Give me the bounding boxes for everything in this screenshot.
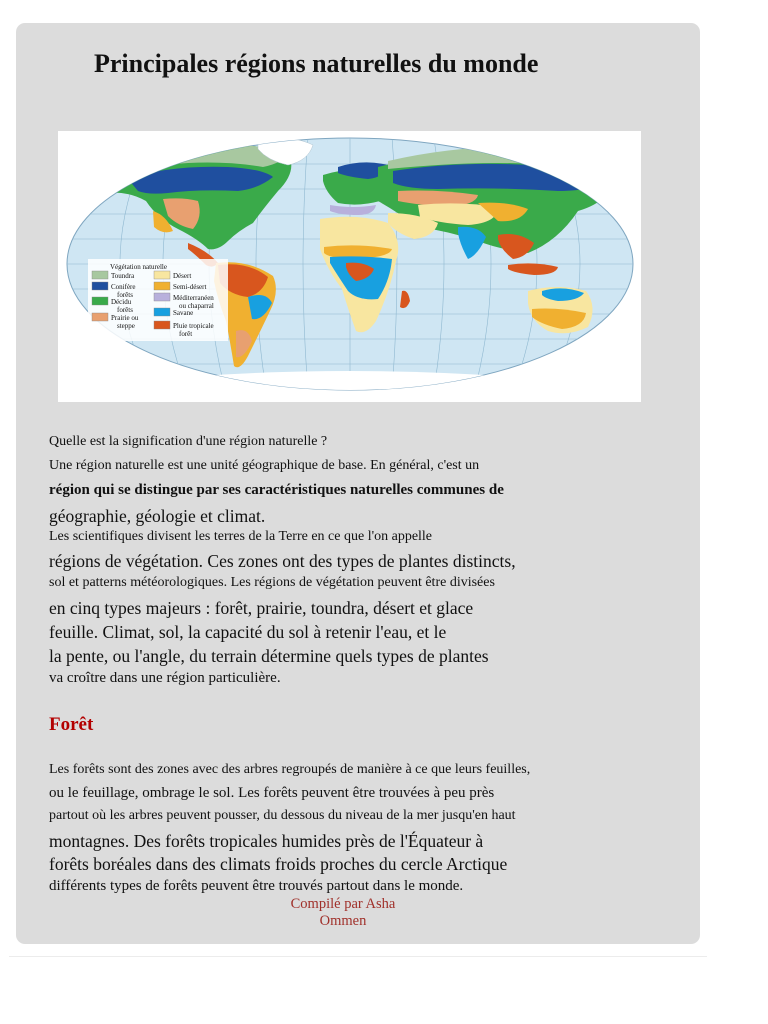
intro-line-9: la pente, ou l'angle, du terrain détermine quels types de plantes xyxy=(49,646,489,666)
map-legend xyxy=(88,259,228,341)
legend-label: steppe xyxy=(117,322,135,330)
intro-question: Quelle est la signification d'une région naturelle ? xyxy=(49,434,328,449)
legend-label: Méditerranéen xyxy=(173,294,214,302)
page-title: Principales régions naturelles du monde xyxy=(94,49,539,78)
intro-line-2: région qui se distingue par ses caractéristiques naturelles communes de xyxy=(49,482,504,498)
legend-swatch xyxy=(92,282,108,290)
forest-line-5: forêts boréales dans des climats froids proches du cercle Arctique xyxy=(49,854,508,874)
intro-line-4: Les scientifiques divisent les terres de la Terre en ce que l'on appelle xyxy=(49,529,433,544)
legend-label: Prairie ou xyxy=(111,314,139,322)
legend-swatch xyxy=(154,282,170,290)
legend-label: Désert xyxy=(173,272,192,280)
forest-line-6: différents types de forêts peuvent être trouvés partout dans le monde. xyxy=(49,878,464,894)
page-divider xyxy=(9,956,707,957)
intro-line-6: sol et patterns météorologiques. Les régions de végétation peuvent être divisées xyxy=(49,575,495,590)
forest-line-4: montagnes. Des forêts tropicales humides près de l'Équateur à xyxy=(49,831,484,851)
forest-line-1: Les forêts sont des zones avec des arbres regroupés de manière à ce que leurs feuilles, xyxy=(49,762,531,777)
legend-swatch xyxy=(154,293,170,301)
asia-conifer xyxy=(393,164,610,191)
intro-line-8: feuille. Climat, sol, la capacité du sol à retenir l'eau, et le xyxy=(49,622,447,642)
intro-line-3: géographie, géologie et climat. xyxy=(49,506,266,526)
legend-label: forêts xyxy=(117,291,133,299)
map-svg xyxy=(58,131,641,402)
legend-swatch xyxy=(92,297,108,305)
credit-line-1: Compilé par Asha xyxy=(290,896,396,912)
legend-label: Décidu xyxy=(111,298,132,306)
legend-label: Toundra xyxy=(111,272,135,280)
legend-label: Savane xyxy=(173,309,194,317)
world-vegetation-map xyxy=(58,131,641,402)
legend-swatch xyxy=(154,321,170,329)
legend-label: ou chaparral xyxy=(179,302,214,310)
legend-label: Semi-désert xyxy=(173,283,207,291)
intro-line-10: va croître dans une région particulière. xyxy=(49,670,281,686)
legend-swatch xyxy=(154,271,170,279)
legend-label: Conifère xyxy=(111,283,136,291)
legend-label: forêt xyxy=(179,330,193,338)
legend-swatch xyxy=(92,271,108,279)
forest-line-2: ou le feuillage, ombrage le sol. Les forêts peuvent être trouvées à peu près xyxy=(49,785,495,801)
legend-swatch xyxy=(154,308,170,316)
legend-label: Pluie tropicale xyxy=(173,322,214,330)
forest-line-3: partout où les arbres peuvent pousser, du dessous du niveau de la mer jusqu'en haut xyxy=(49,808,516,823)
intro-line-7: en cinq types majeurs : forêt, prairie, toundra, désert et glace xyxy=(49,598,474,618)
intro-line-5: régions de végétation. Ces zones ont des types de plantes distincts, xyxy=(49,551,516,571)
new-zealand xyxy=(612,337,622,349)
section-heading-foret: Forêt xyxy=(49,714,94,735)
credit-line-2: Ommen xyxy=(319,913,367,929)
antarctica xyxy=(138,371,563,402)
legend-swatch xyxy=(92,313,108,321)
legend-title: Végétation naturelle xyxy=(110,263,167,271)
legend-label: forêts xyxy=(117,306,133,314)
intro-line-1: Une région naturelle est une unité géographique de base. En général, c'est un xyxy=(49,458,480,473)
